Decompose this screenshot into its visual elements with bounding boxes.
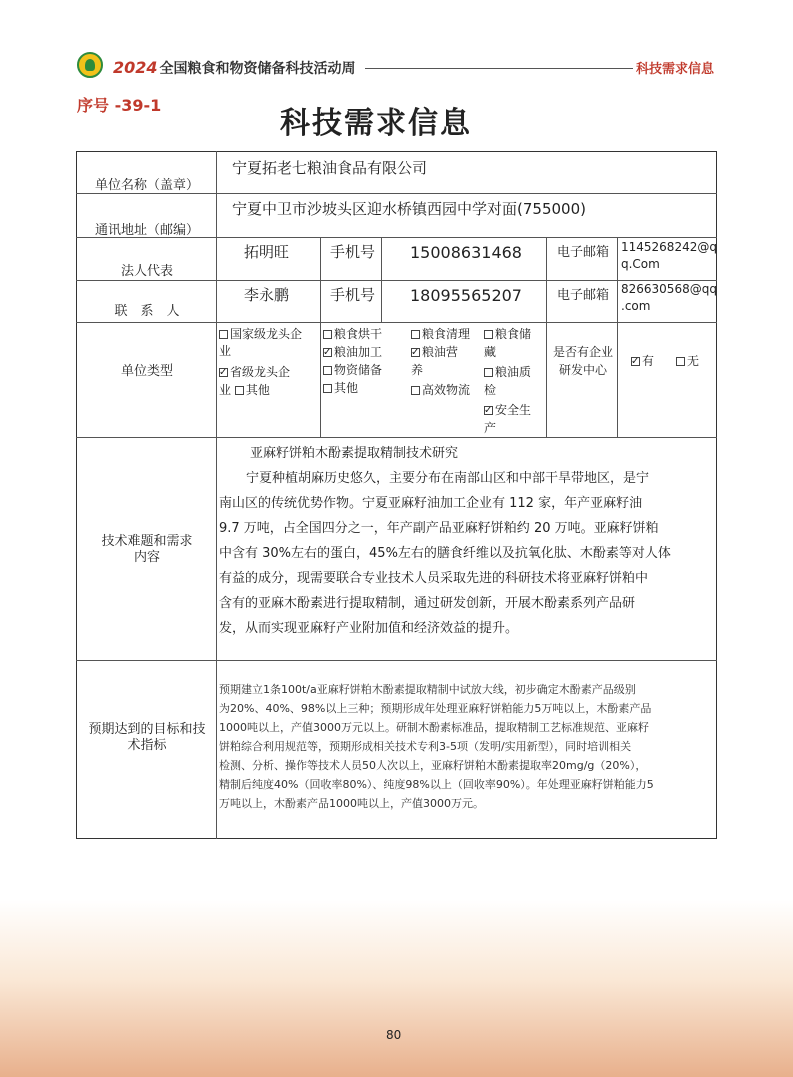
page-number: 80 — [386, 1028, 402, 1042]
rd-option-yes[interactable]: ✓有 — [631, 353, 654, 370]
contact-email-value-line2: .com — [621, 299, 651, 313]
tech-problem-line: 南山区的传统优势作物。宁夏亚麻籽油加工企业有 112 家，年产亚麻籽油 — [219, 496, 643, 511]
goal-line: 1000吨以上，产值3000万元以上。研制木酚素标准品，提取精制工艺标准规范、亚麻籽 — [219, 721, 649, 734]
legal-rep-label: 法人代表 — [120, 264, 173, 279]
event-logo-icon — [77, 52, 103, 78]
tech-problem-line: 中含有 30%左右的蛋白，45%左右的膳食纤维以及抗氧化肽、木酚素等对人体 — [219, 546, 671, 561]
checked-box-icon — [219, 368, 228, 377]
rd-center-label-1: 是否有企业 — [552, 345, 613, 359]
legal-email-value-line1: 1145268242@q — [621, 240, 717, 254]
level-option-provincial[interactable]: ✓省级龙头企 — [219, 364, 290, 381]
goal-line: 万吨以上，木酚素产品1000吨以上，产值3000万元。 — [219, 797, 484, 810]
biz-option-other[interactable]: 其他 — [323, 380, 358, 397]
level-option-national[interactable]: 国家级龙头企 — [219, 326, 302, 343]
contact-phone-value: 18095565207 — [410, 286, 522, 305]
checkbox-icon — [484, 330, 493, 339]
col-divider — [617, 237, 618, 437]
goal-line: 检测、分析、操作等技术人员50人次以上，亚麻籽饼粕木酚素提取率20mg/g（20%）， — [219, 759, 647, 772]
biz-option-processing[interactable]: ✓粮油加工 — [323, 344, 382, 361]
legal-email-value-line2: q.Com — [621, 257, 660, 271]
tech-problem-line: 宁夏种植胡麻历史悠久，主要分布在南部山区和中部干旱带地区，是宁 — [246, 471, 650, 486]
tech-problem-label-2: 内容 — [133, 550, 160, 565]
biz-option-safety[interactable]: ✓安全生 — [484, 402, 531, 419]
tech-problem-line: 含有的亚麻木酚素进行提取精制，通过研发创新，开展木酚素系列产品研 — [219, 596, 636, 611]
tech-problem-label-1: 技术难题和需求 — [101, 534, 193, 549]
goal-label-1: 预期达到的目标和技 — [88, 722, 206, 737]
checked-box-icon — [484, 406, 493, 415]
tech-problem-title: 亚麻籽饼粕木酚素提取精制技术研究 — [250, 446, 459, 461]
biz-option-nutrition-cont: 养 — [411, 363, 424, 377]
row-divider — [76, 193, 717, 194]
section-tag: 科技需求信息 — [636, 62, 715, 77]
biz-option-inspection[interactable]: 粮油质 — [484, 364, 531, 381]
biz-option-storage-cont: 藏 — [484, 345, 497, 359]
legal-phone-value: 15008631468 — [410, 243, 522, 262]
contact-label: 联 系 人 — [114, 304, 180, 319]
biz-option-nutrition[interactable]: ✓粮油营 — [411, 344, 458, 361]
address-label: 通讯地址（邮编） — [94, 223, 199, 238]
unit-type-label: 单位类型 — [120, 364, 173, 379]
biz-option-logistics[interactable]: 高效物流 — [411, 382, 470, 399]
row-divider — [76, 660, 717, 661]
checked-box-icon — [631, 357, 640, 366]
col-divider — [216, 151, 217, 839]
header-divider — [365, 68, 633, 69]
col-divider — [320, 237, 321, 437]
event-title: 2024 全国粮食和物资储备科技活动周 — [113, 58, 356, 77]
goal-line: 精制后纯度40%（回收率80%）、纯度98%以上（回收率90%）。年处理亚麻籽饼粕能力5 — [219, 778, 654, 791]
contact-email-label: 电子邮箱 — [556, 288, 609, 303]
contact-email-value-line1: 826630568@qq — [621, 282, 717, 296]
checkbox-icon — [323, 330, 332, 339]
row-divider — [76, 322, 717, 323]
row-divider — [76, 437, 717, 438]
tech-problem-line: 发，从而实现亚麻籽产业附加值和经济效益的提升。 — [219, 621, 519, 636]
biz-option-reserve[interactable]: 物资储备 — [323, 362, 382, 379]
checkbox-icon — [484, 368, 493, 377]
tech-problem-line: 9.7 万吨，占全国四分之一，年产副产品亚麻籽饼粕约 20 万吨。亚麻籽饼粕 — [219, 521, 659, 536]
level-option-national-cont: 业 — [219, 344, 232, 358]
biz-option-inspection-cont: 检 — [484, 383, 497, 397]
biz-option-cleaning[interactable]: 粮食清理 — [411, 326, 470, 343]
level-option-other[interactable]: 业 其他 — [219, 383, 270, 397]
rd-option-no[interactable]: 无 — [676, 353, 699, 370]
tech-problem-line: 有益的成分，现需要联合专业技术人员采取先进的科研技术将亚麻籽饼粕中 — [219, 571, 649, 586]
checkbox-icon — [411, 330, 420, 339]
checkbox-icon — [323, 366, 332, 375]
checkbox-icon — [676, 357, 685, 366]
col-divider — [381, 237, 382, 322]
goal-line: 饼粕综合利用规范等，预期形成相关技术专利3-5项（发明/实用新型），同时培训相关 — [219, 740, 632, 753]
contact-phone-label: 手机号 — [330, 286, 376, 304]
page-title: 科技需求信息 — [280, 106, 472, 141]
biz-option-drying[interactable]: 粮食烘干 — [323, 326, 382, 343]
biz-option-safety-cont: 产 — [484, 421, 497, 435]
serial-number: 序号 -39-1 — [77, 96, 162, 115]
goal-line: 预期建立1条100t/a亚麻籽饼粕木酚素提取精制中试放大线，初步确定木酚素产品级别 — [219, 683, 636, 696]
checkbox-icon — [219, 330, 228, 339]
legal-phone-label: 手机号 — [330, 243, 376, 261]
bottom-gradient-band — [0, 900, 793, 1077]
checked-box-icon — [323, 348, 332, 357]
col-divider — [546, 237, 547, 437]
unit-name-label: 单位名称（盖章） — [94, 178, 199, 193]
legal-rep-name: 拓明旺 — [244, 243, 290, 261]
goal-label-2: 术指标 — [127, 738, 167, 753]
checkbox-icon — [411, 386, 420, 395]
rd-center-label-2: 研发中心 — [558, 363, 607, 377]
goal-line: 为20%、40%、98%以上三种；预期形成年处理亚麻籽饼粕能力5万吨以上，木酚素产品 — [219, 702, 652, 715]
address-value: 宁夏中卫市沙坡头区迎水桥镇西园中学对面(755000) — [232, 200, 586, 218]
unit-name-value: 宁夏拓老七粮油食品有限公司 — [232, 159, 428, 177]
checked-box-icon — [411, 348, 420, 357]
contact-name: 李永鹏 — [244, 286, 290, 304]
checkbox-icon — [323, 384, 332, 393]
biz-option-storage[interactable]: 粮食储 — [484, 326, 531, 343]
legal-email-label: 电子邮箱 — [556, 245, 609, 260]
checkbox-icon — [235, 386, 244, 395]
